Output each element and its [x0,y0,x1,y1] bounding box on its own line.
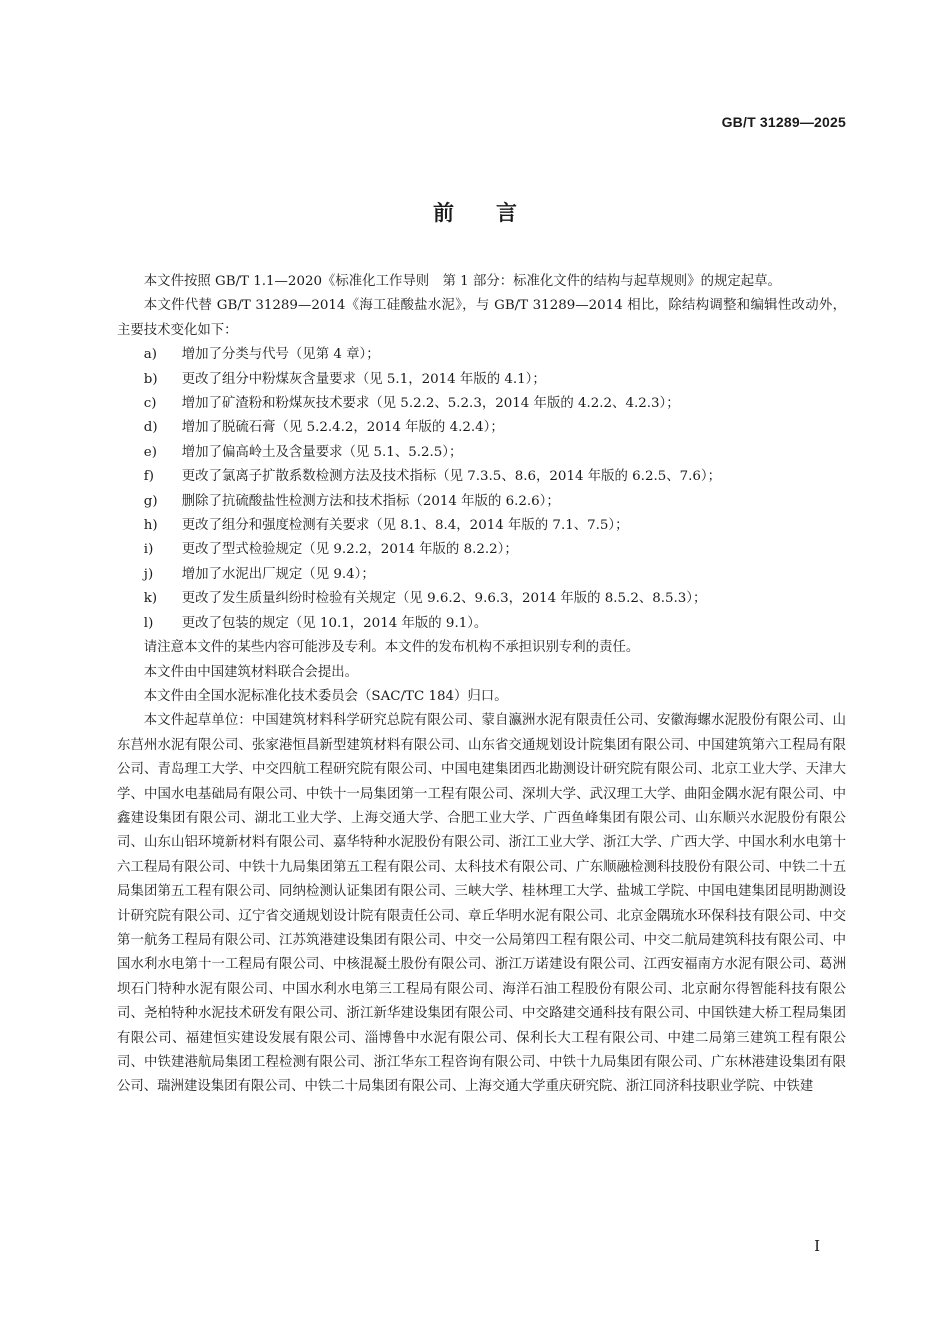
change-item-label: i) [143,542,154,558]
change-item-text: 更改了组分和强度检测有关要求（见 8.1、8.4，2014 年版的 7.1、7.5）； [181,518,629,534]
change-item [117,343,846,367]
change-item-text: 增加了水泥出厂规定（见 9.4）； [181,566,375,582]
change-item-label: k) [143,591,158,607]
change-item-text: 更改了型式检验规定（见 9.2.2，2014 年版的 8.2.2）； [181,542,518,558]
paragraph-drafting-units: 本文件起草单位：中国建筑材料科学研究总院有限公司、蒙自瀛洲水泥有限责任公司、安徽海螺水泥股份有限公司、山东莒州水泥有限公司、张家港恒昌新型建筑材料有限公司、山东省交通规划设计院集团有限公司、中国建筑第六工程局有限公司、青岛理工大学、中交四航工程研究院有限公司、中国电建集团西北勘测设计研究院有限公司、北京工业大学、天津大学、中国水电基础局有限公司、中铁十一局集团第一工程有限公司、深圳大学、武汉理工大学、曲阳金隅水泥有限公司、中鑫建设集团有限公司、湖北工业大学、上海交通大学、合肥工业大学、广西鱼峰集团有限公司、山东顺兴水泥股份有限公司、山东山铝环境新材料有限公司、嘉华特种水泥股份有限公司、浙江工业大学、浙江大学、广西大学、中国水利水电第十六工程局有限公司、中铁十九局集团第五工程有限公司、太科技术有限公司、广东顺融检测科技股份有限公司、中铁二十五局集团第五工程有限公司、同纳检测认证集团有限公司、三峡大学、桂林理工大学、盐城工学院、中国电建集团昆明勘测设计研究院有限公司、辽宁省交通规划设计院有限责任公司、章丘华明水泥有限公司、北京金隅琉水环保科技有限公司、中交第一航务工程局有限公司、江苏筑港建设集团有限公司、中交一公局第四工程有限公司、中交二航局建筑科技有限公司、中国水利水电第十一工程局有限公司、中核混凝土股份有限公司、浙江万诺建设有限公司、江西安福南方水泥有限公司、葛洲坝石门特种水泥有限公司、中国水利水电第三工程局有限公司、海洋石油工程股份有限公司、北京耐尔得智能科技有限公司、尧柏特种水泥技术研发有限公司、浙江新华建设集团有限公司、中交路建交通科技有限公司、中国铁建大桥工程局集团有限公司、福建恒实建设发展有限公司、淄博鲁中水泥有限公司、保利长大工程有限公司、中建二局第三建筑工程有限公司、中铁建港航局集团工程检测有限公司、浙江华东工程咨询有限公司、中铁十九局集团有限公司、广东林港建设集团有限公司、瑞洲建设集团有限公司、中铁二十局集团有限公司、上海交通大学重庆研究院、浙江同济科技职业学院、中铁建 [117,713,846,1095]
change-item [117,465,846,489]
change-item-label: f) [143,469,154,485]
change-item [117,392,846,416]
change-item-text: 更改了发生质量纠纷时检验有关规定（见 9.6.2、9.6.3，2014 年版的 8.5.2、8.5.3）； [181,591,707,607]
change-item-label: g) [143,493,158,509]
change-item-text: 更改了包装的规定（见 10.1，2014 年版的 9.1）。 [181,615,488,631]
change-item [117,538,846,562]
change-item-label: d) [143,420,158,436]
change-item [117,563,846,587]
change-item [117,587,846,611]
change-item-text: 增加了分类与代号（见第 4 章）； [181,347,380,363]
standard-code: GB/T 31289—2025 [721,114,846,130]
change-item [117,514,846,538]
paragraph-drafting-rules: 本文件按照 GB/T 1.1—2020《标准化工作导则 第 1 部分：标准化文件的结构与起草规则》的规定起草。 [143,274,781,289]
change-item-text: 更改了氯离子扩散系数检测方法及技术指标（见 7.3.5、8.6，2014 年版的 6.2.5、7.6）； [181,469,722,485]
change-item-label: j) [143,566,154,582]
foreword-body [117,270,846,1100]
change-item [117,490,846,514]
change-item-text: 增加了矿渣粉和粉煤灰技术要求（见 5.2.2、5.2.3，2014 年版的 4.2.2、4.2.3）； [181,396,680,412]
change-item [117,441,846,465]
change-item-text: 增加了脱硫石膏（见 5.2.4.2，2014 年版的 4.2.4）； [181,420,504,436]
paragraph-proposed-by: 本文件由中国建筑材料联合会提出。 [143,664,359,680]
change-item [117,416,846,440]
change-item-text: 增加了偏高岭土及含量要求（见 5.1、5.2.5）； [181,444,463,460]
paragraph-centralized-by: 本文件由全国水泥标准化技术委员会（SAC/TC 184）归口。 [143,688,508,704]
change-item [117,368,846,392]
page-title: 前言 [433,201,559,225]
change-item-text: 更改了组分中粉煤灰含量要求（见 5.1，2014 年版的 4.1）； [181,371,546,387]
page-number: I [814,1237,820,1255]
change-item-label: h) [143,518,158,534]
change-item [117,612,846,636]
change-item-label: b) [143,371,158,387]
change-item-text: 删除了抗硫酸盐性检测方法和技术指标（2014 年版的 6.2.6）； [181,493,560,509]
paragraph-replacement: 本文件代替 GB/T 31289—2014《海工硅酸盐水泥》，与 GB/T 31289—2014 相比，除结构调整和编辑性改动外，主要技术变化如下： [117,298,846,338]
change-item-label: a) [143,347,158,363]
paragraph-patent-notice: 请注意本文件的某些内容可能涉及专利。本文件的发布机构不承担识别专利的责任。 [143,640,640,656]
change-item-label: l) [143,615,154,631]
change-item-label: e) [143,444,157,460]
change-item-label: c) [143,396,157,412]
